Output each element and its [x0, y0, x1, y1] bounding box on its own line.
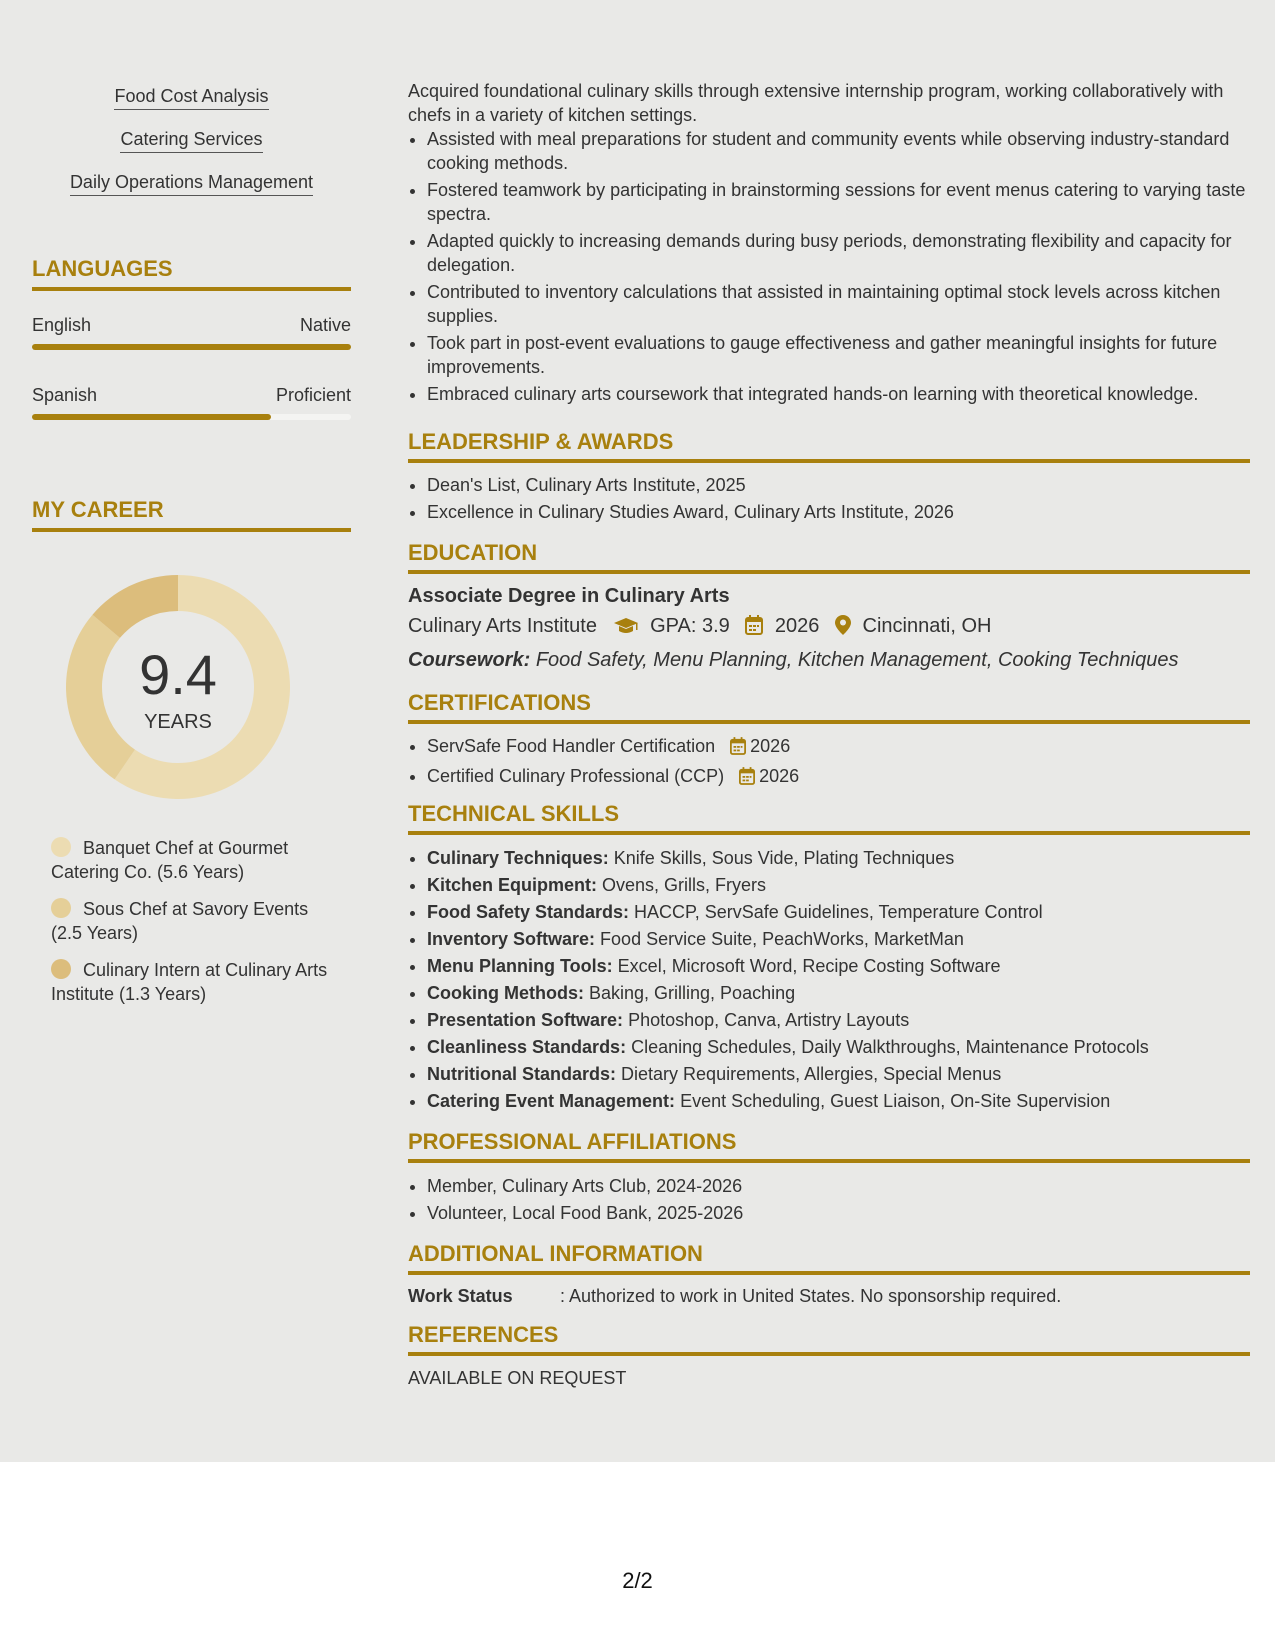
references-heading: REFERENCES	[408, 1322, 1250, 1356]
list-item: • Volunteer, Local Food Bank, 2025-2026	[427, 1201, 1250, 1225]
list-item: • Contributed to inventory calculations that assisted in maintaining optimal stock levels across kitchen supplies.	[427, 280, 1250, 328]
list-item: • Member, Culinary Arts Club, 2024-2026	[427, 1174, 1250, 1198]
legend-label: Culinary Intern at Culinary Arts Institute (1.3 Years)	[51, 960, 328, 1004]
certifications-section	[408, 690, 1250, 794]
certification-name: Certified Culinary Professional (CCP)	[427, 766, 725, 786]
certification-year: 2026	[750, 736, 791, 756]
language-name: Spanish	[32, 385, 98, 405]
experience-summary: Acquired foundational culinary skills through extensive internship program, working collaboratively with chefs in a variety of kitchen settings.	[408, 81, 1224, 125]
career-total-unit: YEARS	[144, 711, 212, 733]
language-bar-fill	[32, 344, 351, 350]
skill-value: Photoshop, Canva, Artistry Layouts	[628, 1010, 910, 1030]
list-item	[427, 873, 1250, 897]
legend-item	[51, 836, 331, 884]
skill-value: Excel, Microsoft Word, Recipe Costing Software	[617, 956, 1001, 976]
leadership-section	[408, 429, 1250, 527]
legend-label: Banquet Chef at Gourmet Catering Co. (5.6 Years)	[51, 838, 289, 882]
technical-skills-section	[408, 801, 1250, 1116]
list-item: • Assisted with meal preparations for student and community events while observing industry-standard cooking methods.	[427, 127, 1250, 175]
language-bar-fill	[32, 414, 271, 420]
coursework	[408, 645, 1250, 675]
gpa: GPA: 3.9	[650, 615, 730, 637]
list-item: • Excellence in Culinary Studies Award, Culinary Arts Institute, 2026	[427, 500, 1250, 524]
list-item: • Took part in post-event evaluations to gauge effectiveness and gather meaningful insights for future improvements.	[427, 331, 1250, 379]
technical-skills-list	[408, 846, 1250, 1113]
legend-dot	[51, 898, 71, 918]
certification-year: 2026	[759, 766, 800, 786]
experience-bullets	[408, 127, 1250, 406]
legend-item	[51, 897, 331, 945]
leadership-heading: LEADERSHIP & AWARDS	[408, 429, 1250, 463]
skill-label: Catering Event Management:	[427, 1091, 676, 1111]
career-heading: MY CAREER	[32, 497, 351, 532]
list-item	[427, 981, 1250, 1005]
skill-value: Ovens, Grills, Fryers	[602, 875, 767, 895]
affiliations-section	[408, 1129, 1250, 1228]
certification-name: ServSafe Food Handler Certification	[427, 736, 716, 756]
technical-skills-heading: TECHNICAL SKILLS	[408, 801, 1250, 835]
legend-dot	[51, 959, 71, 979]
education-section	[408, 540, 1250, 675]
skill-tag: Catering Services	[120, 129, 262, 153]
work-status-row	[408, 1284, 1250, 1308]
coursework-list: Food Safety, Menu Planning, Kitchen Management, Cooking Techniques	[535, 649, 1179, 671]
coursework-label: Coursework:	[408, 649, 531, 671]
languages-heading: LANGUAGES	[32, 256, 351, 291]
skill-label: Kitchen Equipment:	[427, 875, 597, 895]
legend-item	[51, 958, 331, 1006]
list-item	[427, 927, 1250, 951]
skill-label: Inventory Software:	[427, 929, 596, 949]
affiliations-list	[408, 1174, 1250, 1225]
education-heading: EDUCATION	[408, 540, 1250, 574]
location-pin-icon	[835, 613, 851, 645]
list-item	[427, 764, 1250, 791]
school-name: Culinary Arts Institute	[408, 615, 597, 637]
degree-title: Associate Degree in Culinary Arts	[408, 585, 730, 607]
certifications-list	[408, 734, 1250, 791]
calendar-icon	[730, 737, 746, 761]
skill-label: Cooking Methods:	[427, 983, 584, 1003]
skill-label: Culinary Techniques:	[427, 848, 609, 868]
graduation-year: 2026	[774, 615, 820, 637]
page-number: 2/2	[622, 1568, 653, 1593]
graduation-cap-icon	[613, 613, 639, 645]
skill-label: Presentation Software:	[427, 1010, 624, 1030]
language-level: Proficient	[275, 385, 351, 405]
experience-section	[408, 79, 1250, 409]
affiliations-heading: PROFESSIONAL AFFILIATIONS	[408, 1129, 1250, 1163]
references-text: AVAILABLE ON REQUEST	[408, 1368, 627, 1388]
skill-label: Food Safety Standards:	[427, 902, 630, 922]
list-item	[427, 1035, 1250, 1059]
career-legend	[51, 836, 331, 1019]
list-item	[427, 846, 1250, 870]
legend-label: Sous Chef at Savory Events (2.5 Years)	[51, 899, 309, 943]
career-total-years: 9.4	[139, 643, 217, 706]
skills-list	[32, 86, 351, 215]
skill-tag: Daily Operations Management	[70, 172, 313, 196]
list-item: • Dean's List, Culinary Arts Institute, 2025	[427, 473, 1250, 497]
degree-meta	[408, 610, 1250, 645]
certifications-heading: CERTIFICATIONS	[408, 690, 1250, 724]
calendar-icon	[745, 613, 763, 645]
list-item	[427, 1008, 1250, 1032]
skill-value: Baking, Grilling, Poaching	[589, 983, 796, 1003]
skill-value: Food Service Suite, PeachWorks, MarketMan	[600, 929, 964, 949]
list-item: • Embraced culinary arts coursework that integrated hands-on learning with theoretical knowledge.	[427, 382, 1250, 406]
list-item	[427, 900, 1250, 924]
skill-tag: Food Cost Analysis	[114, 86, 268, 110]
language-bar-english	[32, 344, 351, 350]
references-section	[408, 1322, 1250, 1390]
language-name: English	[32, 315, 92, 335]
language-bar-spanish	[32, 414, 351, 420]
list-item	[427, 1089, 1250, 1113]
skill-label: Cleanliness Standards:	[427, 1037, 627, 1057]
work-status-value: : Authorized to work in United States. No sponsorship required.	[560, 1286, 1062, 1306]
skill-value: Knife Skills, Sous Vide, Plating Techniques	[613, 848, 955, 868]
list-item	[427, 954, 1250, 978]
list-item: • Adapted quickly to increasing demands during busy periods, demonstrating flexibility and capacity for delegation.	[427, 229, 1250, 277]
skill-value: HACCP, ServSafe Guidelines, Temperature Control	[634, 902, 1043, 922]
skill-value: Dietary Requirements, Allergies, Special Menus	[621, 1064, 1002, 1084]
additional-info-section	[408, 1241, 1250, 1308]
skill-label: Nutritional Standards:	[427, 1064, 617, 1084]
list-item: • Fostered teamwork by participating in brainstorming sessions for event menus catering to varying taste spectra.	[427, 178, 1250, 226]
skill-label: Menu Planning Tools:	[427, 956, 613, 976]
list-item	[427, 1062, 1250, 1086]
list-item	[427, 734, 1250, 761]
skill-value: Event Scheduling, Guest Liaison, On-Site Supervision	[680, 1091, 1111, 1111]
legend-dot	[51, 837, 71, 857]
additional-info-heading: ADDITIONAL INFORMATION	[408, 1241, 1250, 1275]
school-location: Cincinnati, OH	[862, 615, 992, 637]
skill-value: Cleaning Schedules, Daily Walkthroughs, Maintenance Protocols	[631, 1037, 1149, 1057]
calendar-icon	[739, 767, 755, 791]
career-donut-chart	[66, 575, 290, 799]
leadership-list	[408, 473, 1250, 524]
language-level: Native	[299, 315, 351, 335]
work-status-label: Work Status	[408, 1286, 513, 1306]
